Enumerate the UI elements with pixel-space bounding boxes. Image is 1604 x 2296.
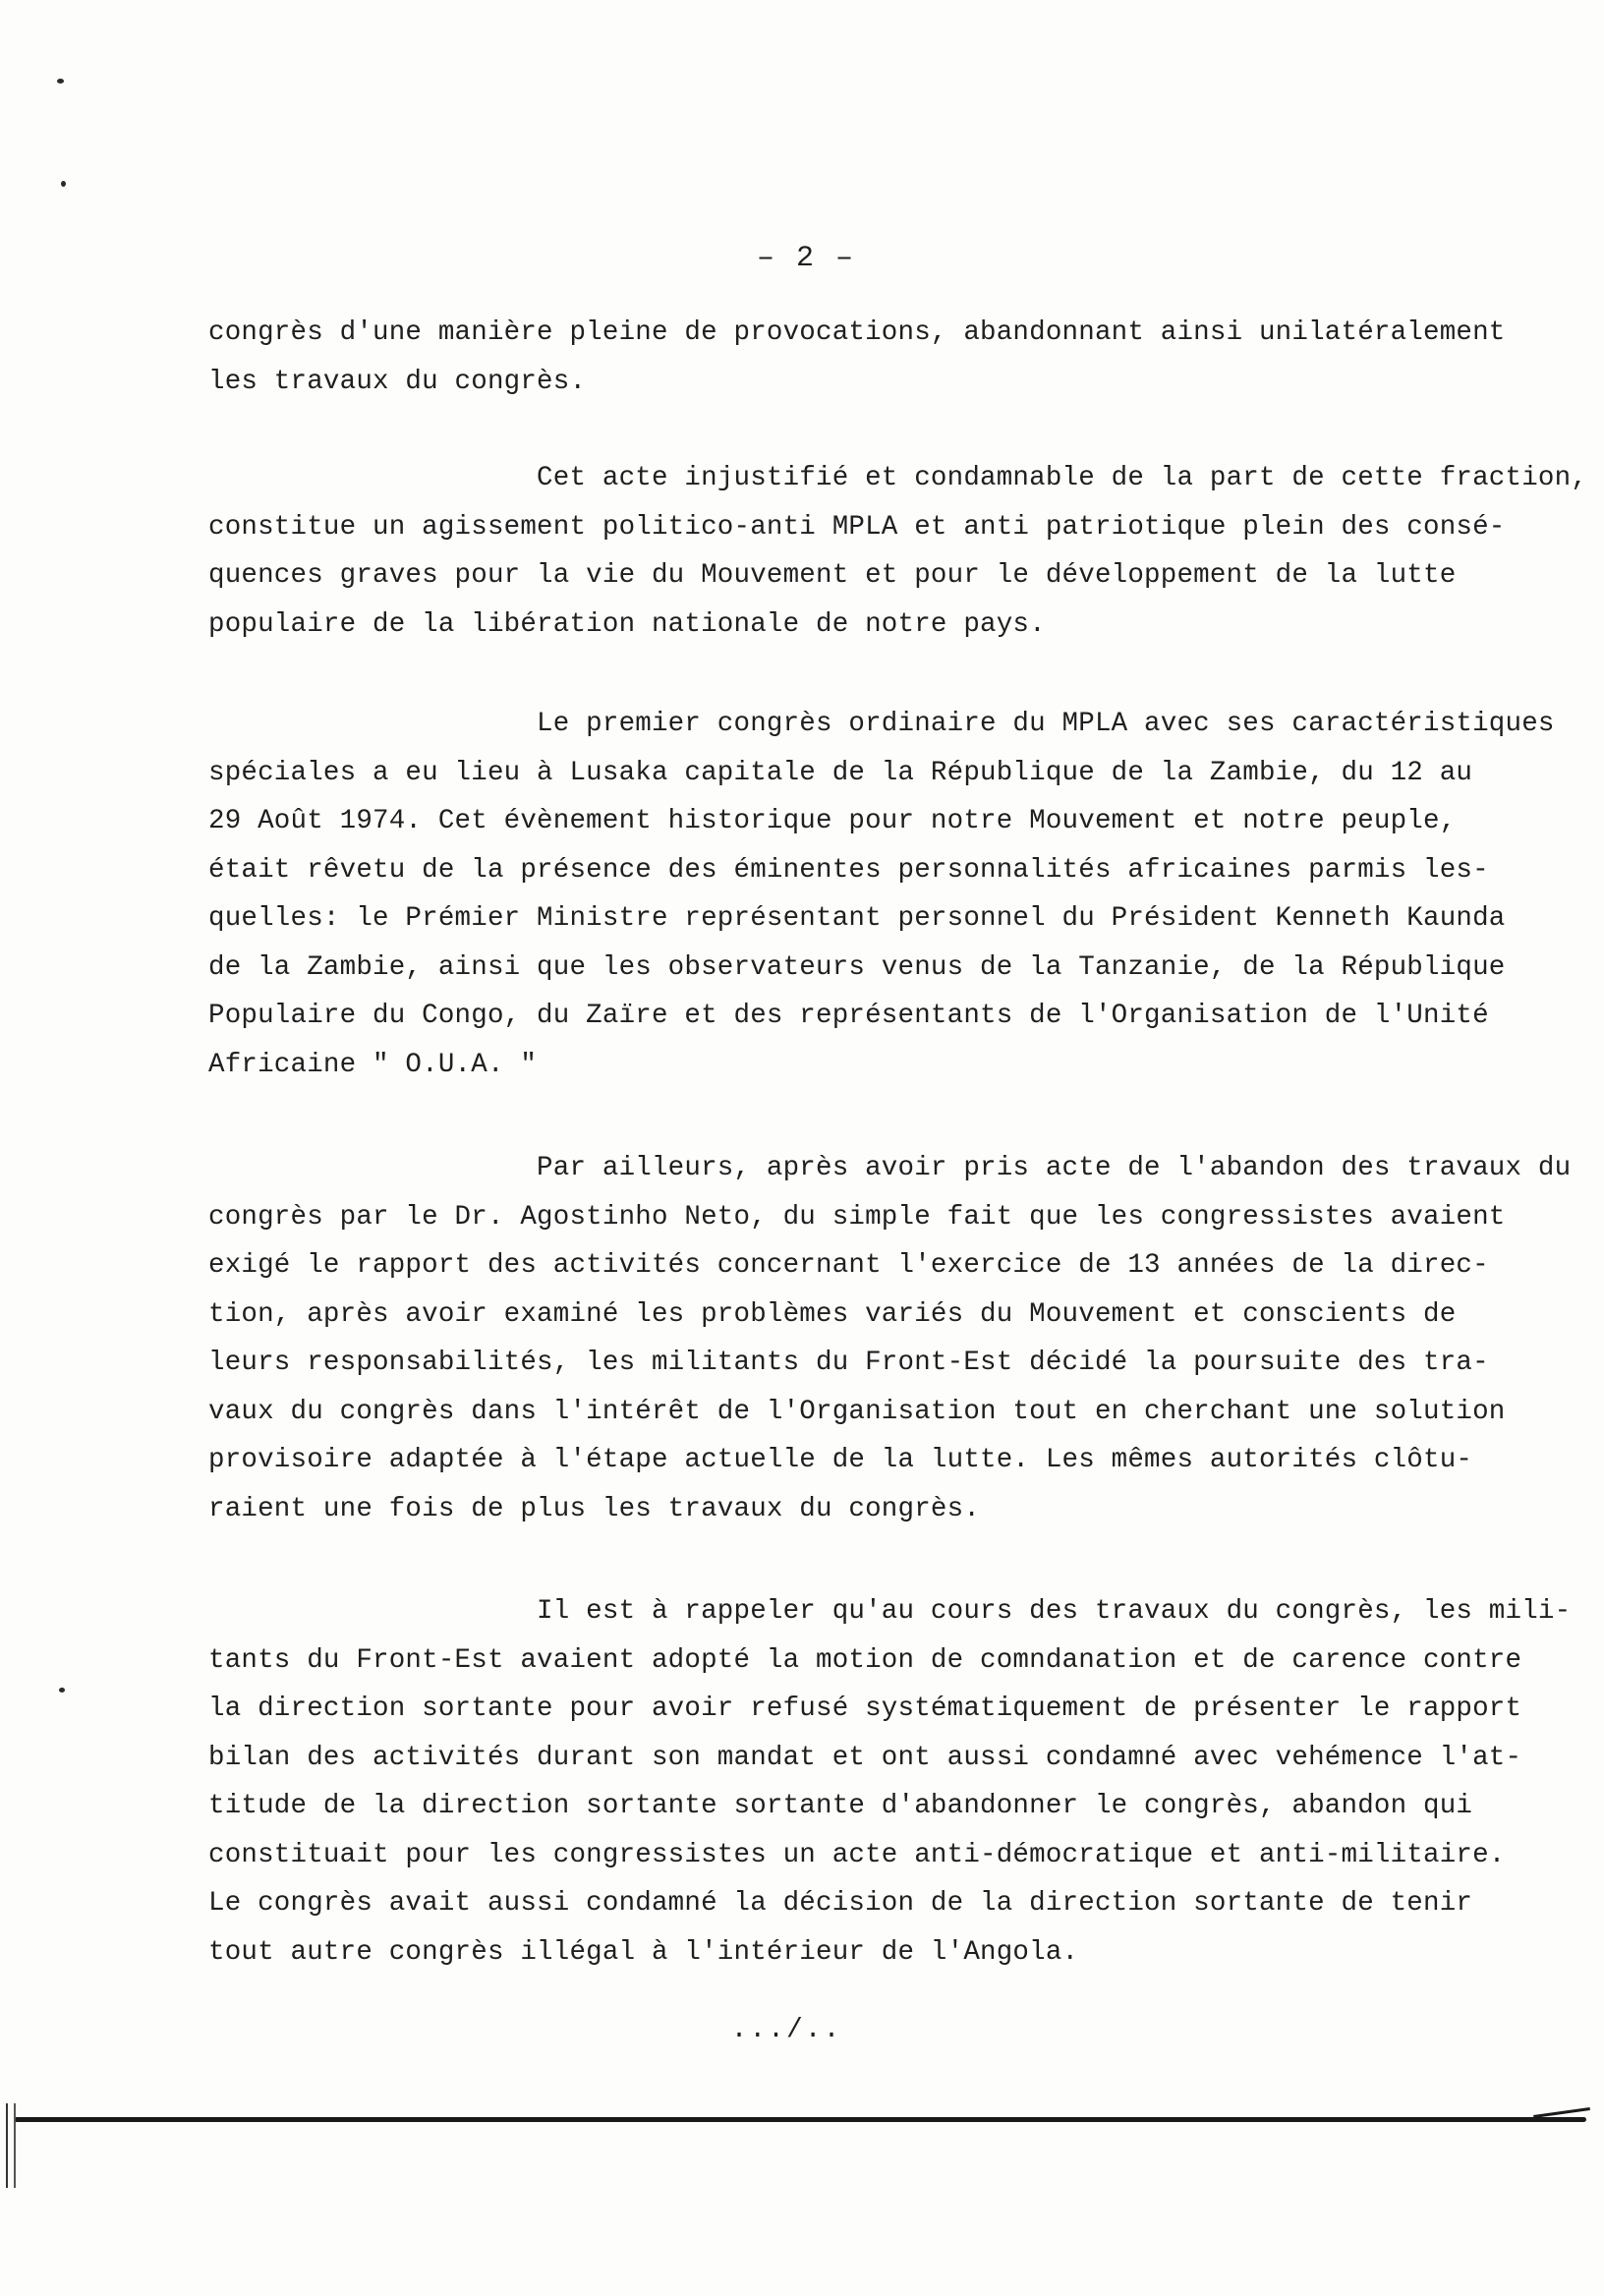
scan-speck (59, 1688, 65, 1693)
page-bottom-rule (14, 2117, 1586, 2122)
text-line: 29 Août 1974. Cet évènement historique pour notre Mouvement et notre peuple, (208, 806, 1457, 836)
paragraph-1 (208, 309, 1506, 406)
text-line: constituait pour les congressistes un acte anti-démocratique et anti-militaire. (208, 1839, 1506, 1870)
text-line: exigé le rapport des activités concernant l'exercice de 13 années de la direc- (208, 1250, 1489, 1281)
text-line: de la Zambie, ainsi que les observateurs venus de la Tanzanie, de la République (208, 951, 1506, 983)
text-line: spéciales a eu lieu à Lusaka capitale de la République de la Zambie, du 12 au (208, 757, 1473, 788)
paragraph-2 (208, 454, 1588, 649)
text-line: les travaux du congrès. (208, 366, 587, 397)
text-line: Cet acte injustifié et condamnable de la part de cette fraction, (208, 463, 1588, 493)
text-line: titude de la direction sortante sortante d'abandonner le congrès, abandon qui (208, 1791, 1473, 1821)
paragraph-5 (208, 1587, 1572, 1977)
text-line: Le congrès avait aussi condamné la décision de la direction sortante de tenir (208, 1888, 1473, 1919)
text-line: quences graves pour la vie du Mouvement et pour le développement de la lutte (208, 560, 1457, 591)
text-line: populaire de la libération nationale de notre pays. (208, 608, 1046, 640)
text-line: tants du Front-Est avaient adopté la motion de comndanation et de carence contre (208, 1644, 1522, 1676)
text-line: congrès par le Dr. Agostinho Neto, du simple fait que les congressistes avaient (208, 1201, 1506, 1233)
text-line: bilan des activités durant son mandat et ont aussi condamné avec vehémence l'at- (208, 1742, 1522, 1773)
continuation-mark: .../.. (730, 2015, 842, 2045)
text-line: Populaire du Congo, du Zaïre et des représentants de l'Organisation de l'Unité (208, 1001, 1489, 1031)
text-line: leurs responsabilités, les militants du Front-Est décidé la poursuite des tra- (208, 1348, 1489, 1378)
scan-speck (61, 181, 66, 187)
text-line: congrès d'une manière pleine de provocations, abandonnant ainsi unilatéralement (208, 317, 1506, 348)
text-line: Par ailleurs, après avoir pris acte de l'abandon des travaux du (208, 1153, 1572, 1183)
scan-speck (57, 79, 64, 84)
text-line: tion, après avoir examiné les problèmes variés du Mouvement et conscients de (208, 1298, 1457, 1330)
text-line: quelles: le Prémier Ministre représentant personnel du Président Kenneth Kaunda (208, 903, 1506, 934)
paragraph-4 (208, 1144, 1572, 1533)
text-line: provisoire adaptée à l'étape actuelle de la lutte. Les mêmes autorités clôtu- (208, 1445, 1473, 1475)
paragraph-3 (208, 700, 1555, 1089)
text-line: tout autre congrès illégal à l'intérieur de l'Angola. (208, 1936, 1079, 1968)
text-line: raient une fois de plus les travaux du congrès. (208, 1493, 981, 1524)
text-line: était rêvetu de la présence des éminentes personnalités africaines parmis les- (208, 854, 1489, 886)
text-line: Il est à rappeler qu'au cours des travaux du congrès, les mili- (208, 1596, 1572, 1627)
text-line: la direction sortante pour avoir refusé systématiquement de présenter le rapport (208, 1693, 1522, 1724)
text-line: vaux du congrès dans l'intérêt de l'Organisation tout en cherchant une solution (208, 1396, 1506, 1427)
text-line: Le premier congrès ordinaire du MPLA avec ses caractéristiques (208, 709, 1555, 739)
binding-mark (6, 2103, 16, 2188)
page-number: – 2 – (757, 242, 856, 275)
text-line: Africaine " O.U.A. " (208, 1049, 538, 1080)
text-line: constitue un agissement politico-anti MPLA et anti patriotique plein des consé- (208, 511, 1506, 543)
